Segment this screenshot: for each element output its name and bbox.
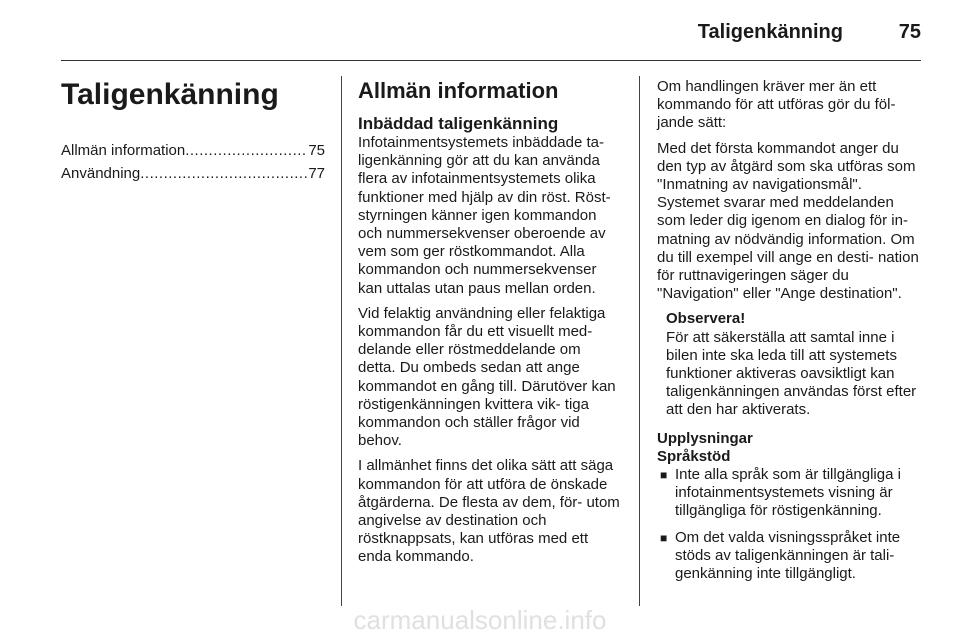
- note-title: Observera!: [666, 310, 746, 328]
- toc-leader-dots: [140, 165, 308, 183]
- toc-entry[interactable]: [61, 165, 325, 183]
- toc-leader-dots: [185, 142, 308, 160]
- list-item: [657, 466, 921, 521]
- toc-entry-page: 75: [308, 142, 325, 159]
- column-divider-right: [639, 76, 640, 606]
- body-paragraph: I allmänhet finns det olika sätt att säga kommandon för att utföra de önskade åtgärderna. De flesta av dem, för- utom angivelse av destination och röstknappsats, kan utföras med ett enda kommando.: [358, 457, 620, 566]
- section-column: [358, 78, 622, 574]
- list-item-text: Inte alla språk som är tillgängliga i infotainmentsystemets visning är tillgängliga för röstigenkänning.: [675, 466, 901, 520]
- chapter-title: Taligenkänning: [61, 78, 279, 111]
- square-bullet-icon: ■: [660, 468, 668, 483]
- square-bullet-icon: ■: [660, 530, 668, 545]
- toc-entry-label: Allmän information: [61, 142, 186, 159]
- body-paragraph: Om handlingen kräver mer än ett kommando för att utföras gör du föl- jande sätt:: [657, 78, 896, 132]
- note-text: För att säkerställa att samtal inne i bilen inte ska leda till att systemets funktioner aktiveras oavsiktligt kan taligenkänningen användas först efter att den har aktiverats.: [666, 328, 917, 419]
- section-heading: Allmän information: [358, 78, 559, 103]
- toc-entry-label: Användning: [61, 165, 141, 183]
- watermark: carmanualsonline.info: [353, 605, 607, 635]
- body-paragraph: Med det första kommandot anger du den typ av åtgärd som ska utföras som "Inmatning av navigationsmål". Systemet svarar med meddelanden som leder dig igenom en dialog för in- matning av nödvändig information. Om du till exempel vill ange en desti- nation för ruttnavigeringen säger du "Navigation" eller "Ange destination".: [657, 139, 919, 303]
- toc-entry[interactable]: [61, 142, 325, 160]
- continuation-column: [657, 78, 921, 591]
- info-heading: Upplysningar: [657, 429, 753, 447]
- body-paragraph: Infotainmentsystemets inbäddade ta- ligenkänning gör att du kan använda flera av infotainmentsystemets olika funktioner med hjälp av din röst. Röst- styrningen känner igen kommandon och nummersekvenser oberoende av vem som ger röstkommandot. Alla kommandon och nummersekvenser kan uttalas utan paus mellan orden.: [358, 134, 611, 297]
- list-item: [657, 529, 921, 584]
- list-item-text: Om det valda visningsspråket inte stöds av taligenkänningen är tali- genkänning inte tillgängligt.: [675, 528, 901, 583]
- note-box: [666, 310, 921, 419]
- subheading: Inbäddad taligenkänning: [358, 114, 559, 133]
- column-divider-left: [341, 76, 342, 606]
- page-number: 75: [898, 21, 921, 43]
- header-title: Taligenkänning: [697, 21, 843, 43]
- body-paragraph: Vid felaktig användning eller felaktiga kommandon får du ett visuellt med- delande eller röstmeddelande om detta. Du ombeds sedan att ange kommandot en gång till. Därutöver kan röstigenkänningen kvittera vik- tiga kommandon och ställer frågor vid behov.: [358, 304, 616, 450]
- bullet-list: [657, 466, 921, 583]
- toc-entry-page: 77: [308, 165, 325, 183]
- page-header: [61, 0, 921, 61]
- language-heading: Språkstöd: [657, 447, 731, 465]
- toc-column: [61, 78, 325, 188]
